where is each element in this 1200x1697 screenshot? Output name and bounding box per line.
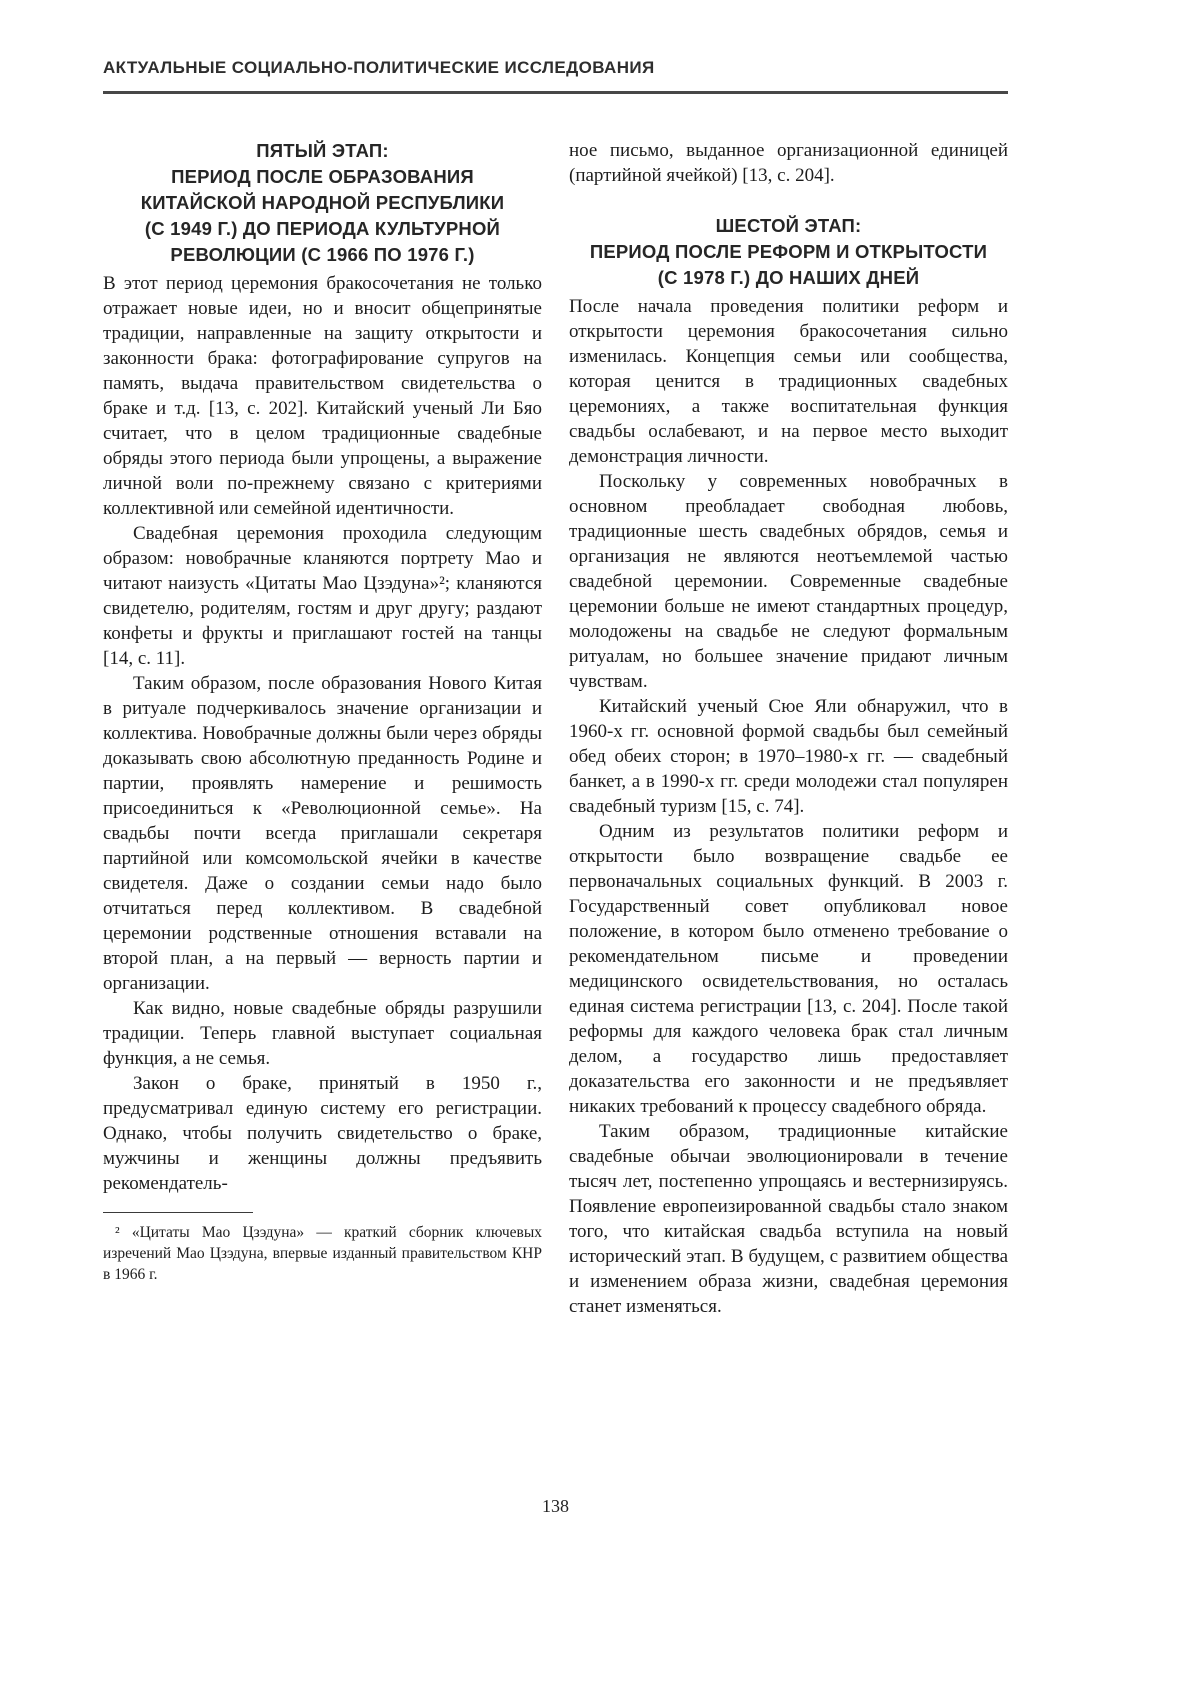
footnote-divider (103, 1212, 253, 1213)
heading-line: ПЯТЫЙ ЭТАП: (256, 140, 389, 161)
section-heading-sixth-stage (569, 213, 1008, 291)
section-heading-fifth-stage (103, 138, 542, 268)
paragraph: Поскольку у современных новобрачных в основном преобладает свободная любовь, традиционные шесть свадебных обрядов, семья и организация не являются неотъемлемой частью свадебной церемонии. Современные свадебные церемонии больше не имеют стандартных процедур, молодожены на свадьбе не следуют формальным ритуалам, но большее значение придают личным чувствам. (569, 471, 1008, 692)
journal-title: АКТУАЛЬНЫЕ СОЦИАЛЬНО-ПОЛИТИЧЕСКИЕ ИССЛЕДОВАНИЯ (103, 58, 655, 77)
heading-line: ПЕРИОД ПОСЛЕ РЕФОРМ И ОТКРЫТОСТИ (589, 241, 988, 262)
paragraph: ное письмо, выданное организационной единицей (партийной ячейкой) [13, с. 204]. (569, 140, 1008, 186)
footnote-block (103, 1212, 542, 1285)
page-content (103, 58, 1008, 1319)
header-divider (103, 91, 1008, 94)
paragraph: Закон о браке, принятый в 1950 г., предусматривал единую систему его регистрации. Однако, чтобы получить свидетельство о браке, мужчины и женщины должны предъявить рекомендатель- (103, 1073, 542, 1194)
paragraph: Китайский ученый Сюе Яли обнаружил, что в 1960-х гг. основной формой свадьбы был семейный обед обеих сторон; в 1970–1980-х гг. — свадебный банкет, а в 1990-х гг. среди молодежи стал популярен свадебный туризм [15, с. 74]. (569, 696, 1008, 817)
paragraph: Свадебная церемония проходила следующим образом: новобрачные кланяются портрету Мао и читают наизусть «Цитаты Мао Цзэдуна»²; кланяются свидетелю, родителям, гостям и друг другу; раздают конфеты и фрукты и приглашают гостей на танцы [14, с. 11]. (103, 523, 542, 669)
left-column (103, 138, 542, 1319)
heading-line: ПЕРИОД ПОСЛЕ ОБРАЗОВАНИЯ (171, 166, 474, 187)
paragraph: Таким образом, традиционные китайские свадебные обычаи эволюционировали в течение тысяч лет, постепенно упрощаясь и вестернизируясь. Появление европеизированной свадьбы стало знаком того, что китайская свадьба вступила на новый исторический этап. В будущем, с развитием общества и изменением образа жизни, свадебная церемония станет изменяться. (569, 1121, 1008, 1317)
footnote-text: ² «Цитаты Мао Цзэдуна» — краткий сборник ключевых изречений Мао Цзэдуна, впервые изданный правительством КНР в 1966 г. (103, 1224, 542, 1283)
right-column (569, 138, 1008, 1319)
two-column-layout (103, 138, 1008, 1319)
heading-line: ШЕСТОЙ ЭТАП: (715, 215, 862, 236)
paragraph: Как видно, новые свадебные обряды разрушили традиции. Теперь главной выступает социальная функция, а не семья. (103, 998, 542, 1069)
paragraph: После начала проведения политики реформ и открытости церемония бракосочетания сильно изменилась. Концепция семьи или сообщества, которая ценится в традиционных свадебных церемониях, а также воспитательная функция свадьбы ослабевают, и на первое место выходит демонстрация личности. (569, 296, 1008, 467)
heading-line: РЕВОЛЮЦИИ (С 1966 ПО 1976 Г.) (170, 244, 475, 265)
paragraph: Таким образом, после образования Нового Китая в ритуале подчеркивалось значение организации и коллектива. Новобрачные должны были через обряды доказывать свою абсолютную преданность Родине и партии, проявлять намерение и решимость присоединиться к «Революционной семье». На свадьбы почти всегда приглашали секретаря партийной или комсомольской ячейки в качестве свидетеля. Даже о создании семьи надо было отчитаться перед коллективом. В свадебной церемонии родственные отношения вставали на второй план, а на первый — верность партии и организации. (103, 673, 542, 994)
heading-line: (С 1949 Г.) ДО ПЕРИОДА КУЛЬТУРНОЙ (144, 218, 501, 239)
heading-line: КИТАЙСКОЙ НАРОДНОЙ РЕСПУБЛИКИ (140, 192, 505, 213)
page-number: 138 (542, 1496, 569, 1516)
heading-line: (С 1978 Г.) ДО НАШИХ ДНЕЙ (657, 267, 920, 288)
paragraph: Одним из результатов политики реформ и открытости было возвращение свадьбе ее первоначальных социальных функций. В 2003 г. Государственный совет опубликовал новое положение, в котором было отменено требование о рекомендательном письме и проведении медицинского освидетельствования, но осталась единая система регистрации [13, с. 204]. После такой реформы для каждого человека брак стал личным делом, а государство лишь предоставляет доказательства его законности и не предъявляет никаких требований к процессу свадебного обряда. (569, 821, 1008, 1117)
paragraph: В этот период церемония бракосочетания не только отражает новые идеи, но и вносит общепринятые традиции, направленные на защиту открытости и законности брака: фотографирование супругов на память, выдача правительством свидетельства о браке и т.д. [13, с. 202]. Китайский ученый Ли Бяо считает, что в целом традиционные свадебные обряды этого периода были упрощены, а выражение личной воли по-прежнему связано с критериями коллективной или семейной идентичности. (103, 273, 542, 519)
